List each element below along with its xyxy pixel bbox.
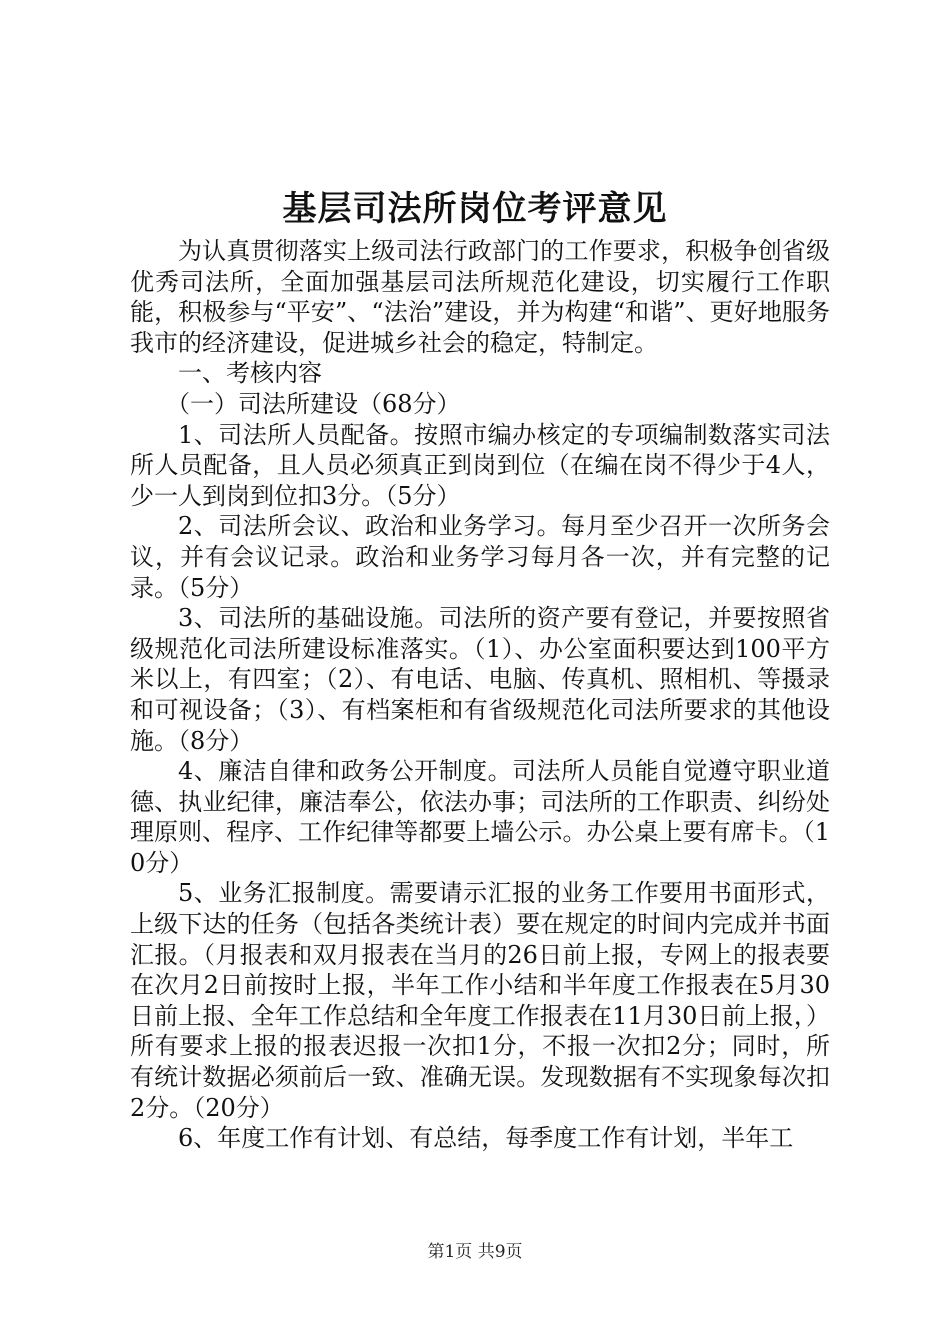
page-footer: 第1页 共9页: [427, 1242, 523, 1262]
intro-paragraph: 为认真贯彻落实上级司法行政部门的工作要求，积极争创省级优秀司法所，全面加强基层司法所规范化建设，切实履行工作职能，积极参与“平安”、“法治”建设，并为构建“和谐”、更好地服务我市的经济建设，促进城乡社会的稳定，特制定。: [130, 237, 830, 357]
subsection-heading: （一）司法所建设（68分）: [166, 389, 461, 418]
item-paragraph-5: 5、业务汇报制度。需要请示汇报的业务工作要用书面形式，上级下达的任务（包括各类统计表）要在规定的时间内完成并书面汇报。（月报表和双月报表在当月的26日前上报，专网上的报表要在次月2日前按时上报，半年工作小结和半年度工作报表在5月30日前上报、全年工作总结和全年度工作报表在11月30日前上报，）所有要求上报的报表迟报一次扣1分，不报一次扣2分；同时，所有统计数据必须前后一致、准确无误。发现数据有不实现象每次扣2分。（20分）: [130, 879, 830, 1122]
document-body: [130, 236, 830, 1154]
document-title: 基层司法所岗位考评意见: [282, 189, 668, 229]
item-paragraph-6: 6、年度工作有计划、有总结，每季度工作有计划，半年工: [178, 1124, 794, 1153]
section-heading: 一、考核内容: [178, 359, 322, 388]
item-paragraph-1: 1、司法所人员配备。按照市编办核定的专项编制数落实司法所人员配备，且人员必须真正到岗到位（在编在岗不得少于4人，少一人到岗到位扣3分。（5分）: [130, 420, 830, 510]
item-paragraph-4: 4、廉洁自律和政务公开制度。司法所人员能自觉遵守职业道德、执业纪律，廉洁奉公，依法办事；司法所的工作职责、纠纷处理原则、程序、工作纪律等都要上墙公示。办公桌上要有席卡。（10分）: [130, 757, 830, 877]
item-paragraph-3: 3、司法所的基础设施。司法所的资产要有登记，并要按照省级规范化司法所建设标准落实。（1）、办公室面积要达到100平方米以上，有四室；（2）、有电话、电脑、传真机、照相机、等摄录和可视设备；（3）、有档案柜和有省级规范化司法所要求的其他设施。（8分）: [130, 604, 830, 755]
item-paragraph-2: 2、司法所会议、政治和业务学习。每月至少召开一次所务会议，并有会议记录。政治和业务学习每月各一次，并有完整的记录。（5分）: [130, 512, 830, 602]
